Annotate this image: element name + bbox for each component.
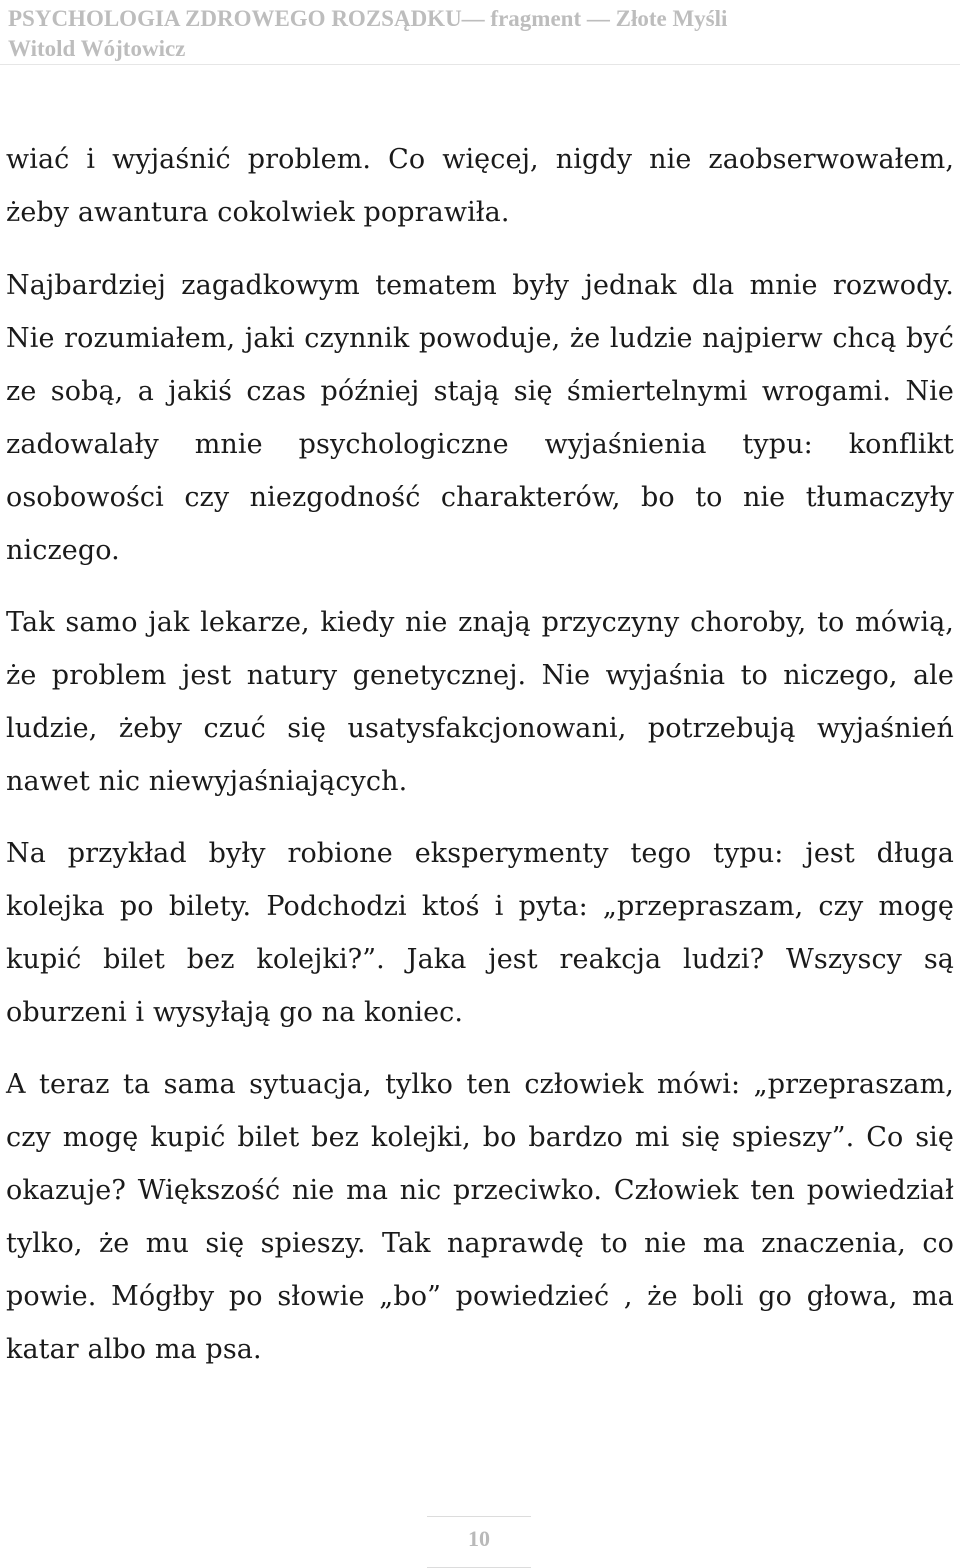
paragraph-3: Tak samo jak lekarze, kiedy nie znają przyczyny choroby, to mówią, że problem jest natury genetycznej. Nie wyjaśnia to niczego, ale ludzie, żeby czuć się usatysfakcjonowani, potrzebują wyjaśnień nawet nic niewyjaśniających.: [6, 607, 954, 797]
paragraph-2: Najbardziej zagadkowym tematem były jednak dla mnie rozwody. Nie rozumiałem, jaki czynnik powoduje, że ludzie najpierw chcą być ze sobą, a jakiś czas później stają się śmiertelnymi wrogami. Nie zadowalały mnie psychologiczne wyjaśnienia typu: konflikt osobowości czy niezgodność charakterów, bo to nie tłumaczyły niczego.: [6, 270, 954, 566]
page-number: 10: [468, 1526, 490, 1551]
header-title: PSYCHOLOGIA ZDROWEGO ROZSĄDKU— fragment — Złote Myśli: [8, 6, 728, 31]
paragraph-1: wiać i wyjaśnić problem. Co więcej, nigdy nie zaobserwowałem, żeby awantura cokolwiek poprawiła.: [6, 144, 954, 228]
paragraph-4: Na przykład były robione eksperymenty tego typu: jest długa kolejka po bilety. Podchodzi ktoś i pyta: „przepraszam, czy mogę kupić bilet bez kolejki?”. Jaka jest reakcja ludzi? Wszyscy są oburzeni i wysyłają go na koniec.: [6, 838, 954, 1028]
paragraph-5: A teraz ta sama sytuacja, tylko ten człowiek mówi: „przepraszam, czy mogę kupić bilet bez kolejki, bo bardzo mi się spieszy”. Co się okazuje? Większość nie ma nic przeciwko. Człowiek ten powiedział tylko, że mu się spieszy. Tak naprawdę to nie ma znaczenia, co powie. Mógłby po słowie „bo” powiedzieć , że boli go głowa, ma katar albo ma psa.: [6, 1069, 954, 1365]
header-author: Witold Wójtowicz: [8, 36, 186, 61]
page-number-box: [427, 1516, 531, 1568]
header-divider: [0, 64, 960, 65]
page-body: [6, 133, 954, 1395]
running-header: [8, 4, 952, 64]
